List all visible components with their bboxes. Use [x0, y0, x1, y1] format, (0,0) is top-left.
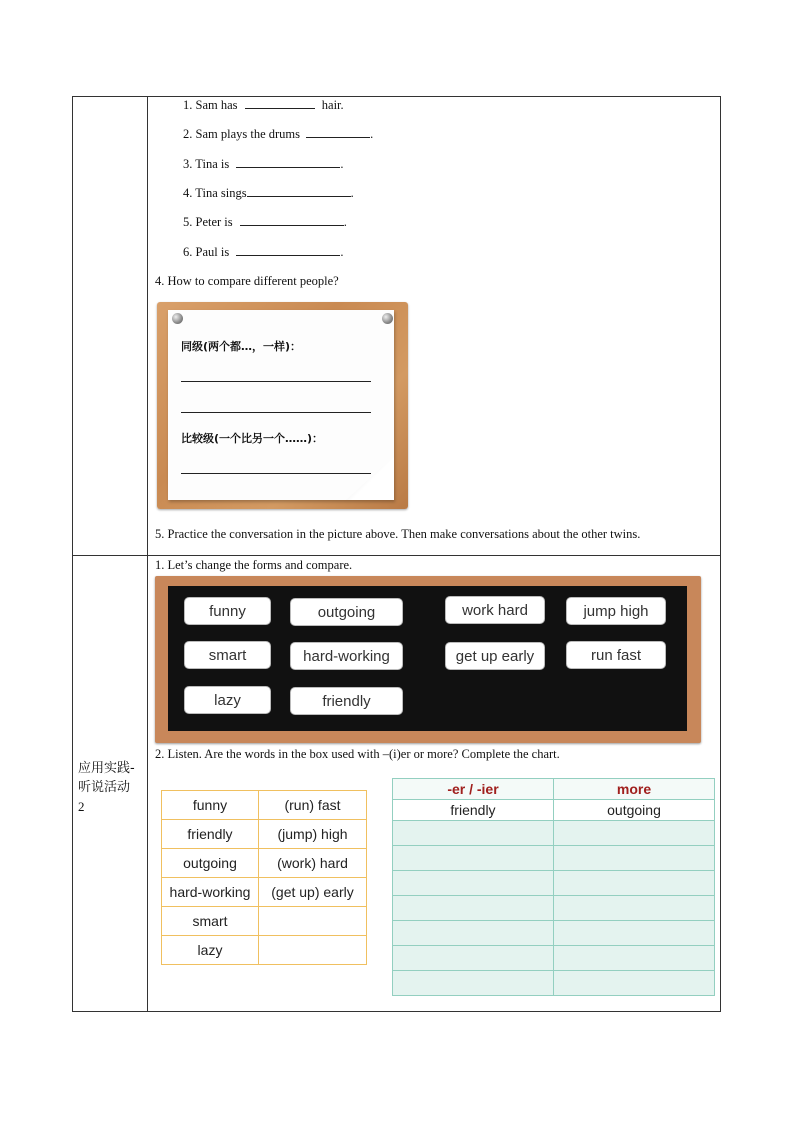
row-divider [72, 555, 721, 556]
chart-cell[interactable] [393, 846, 554, 871]
chart-cell[interactable] [393, 821, 554, 846]
table-cell: (get up) early [259, 878, 367, 907]
chart-row [393, 946, 715, 971]
chart-cell: outgoing [554, 800, 715, 821]
answer-blank[interactable] [236, 157, 340, 168]
chart-cell[interactable] [554, 971, 715, 996]
chart-row [393, 921, 715, 946]
note-heading-equal: 同级(两个都…，一样)： [181, 340, 302, 353]
chart-cell[interactable] [393, 921, 554, 946]
chart-cell[interactable] [554, 896, 715, 921]
chart-row [393, 800, 715, 821]
answer-blank[interactable] [306, 127, 370, 138]
table-row [162, 849, 367, 878]
chart-header-row [393, 779, 715, 800]
note-line[interactable] [181, 412, 371, 413]
sentence-6: 6. Paul is . [183, 245, 344, 259]
table-row [162, 820, 367, 849]
note-heading-comparative: 比较级(一个比另一个……)： [181, 432, 324, 445]
pin-icon [172, 313, 183, 324]
note-line[interactable] [181, 473, 371, 474]
table-cell [259, 907, 367, 936]
word-card[interactable]: lazy [185, 687, 270, 713]
question-4: 4. How to compare different people? [155, 274, 339, 288]
chart-row [393, 896, 715, 921]
pin-icon [382, 313, 393, 324]
chart-row [393, 821, 715, 846]
chart-cell[interactable] [393, 946, 554, 971]
answer-blank[interactable] [236, 245, 340, 256]
sentence-2: 2. Sam plays the drums . [183, 127, 374, 141]
chart-cell[interactable] [554, 946, 715, 971]
table-row [162, 936, 367, 965]
chart-cell[interactable] [554, 871, 715, 896]
chart-cell[interactable] [393, 971, 554, 996]
chart-cell[interactable] [554, 921, 715, 946]
word-card[interactable]: friendly [291, 688, 402, 714]
chart-header: more [554, 779, 715, 800]
word-card[interactable]: jump high [567, 598, 665, 624]
answer-blank[interactable] [240, 215, 344, 226]
instruction-5: 5. Practice the conversation in the picture above. Then make conversations about the other twins. [155, 527, 641, 541]
table-cell [259, 936, 367, 965]
sentence-4: 4. Tina sings . [183, 186, 354, 200]
blackboard [168, 586, 687, 731]
chart-row [393, 846, 715, 871]
word-card[interactable]: smart [185, 642, 270, 668]
chart-cell[interactable] [554, 846, 715, 871]
instruction-1: 1. Let’s change the forms and compare. [155, 558, 353, 572]
chart-cell[interactable] [554, 821, 715, 846]
row-label: 应用实践- 听说活动 2 [78, 761, 135, 814]
table-cell: (run) fast [259, 791, 367, 820]
chart-cell[interactable] [393, 896, 554, 921]
sentence-1: 1. Sam has hair. [183, 98, 344, 112]
chart-row [393, 971, 715, 996]
table-row [162, 791, 367, 820]
chart-cell: friendly [393, 800, 554, 821]
table-cell: outgoing [162, 849, 259, 878]
table-cell: smart [162, 907, 259, 936]
table-row [162, 878, 367, 907]
chart-row [393, 871, 715, 896]
word-card[interactable]: hard-working [291, 643, 402, 669]
sentence-5: 5. Peter is . [183, 215, 347, 229]
table-cell: (jump) high [259, 820, 367, 849]
chart-cell[interactable] [393, 871, 554, 896]
word-box-table [161, 790, 367, 965]
column-divider [147, 96, 148, 1012]
word-card[interactable]: outgoing [291, 599, 402, 625]
sentence-3: 3. Tina is . [183, 157, 344, 171]
chart-header: -er / -ier [393, 779, 554, 800]
table-cell: lazy [162, 936, 259, 965]
word-card[interactable]: funny [185, 598, 270, 624]
comparison-chart [392, 778, 715, 996]
answer-blank[interactable] [247, 186, 351, 197]
instruction-2: 2. Listen. Are the words in the box used with –(i)er or more? Complete the chart. [155, 747, 560, 761]
answer-blank[interactable] [245, 98, 315, 109]
note-line[interactable] [181, 381, 371, 382]
word-card[interactable]: get up early [446, 643, 544, 669]
table-cell: funny [162, 791, 259, 820]
table-cell: hard-working [162, 878, 259, 907]
word-card[interactable]: work hard [446, 597, 544, 623]
word-card[interactable]: run fast [567, 642, 665, 668]
table-row [162, 907, 367, 936]
table-cell: (work) hard [259, 849, 367, 878]
table-cell: friendly [162, 820, 259, 849]
